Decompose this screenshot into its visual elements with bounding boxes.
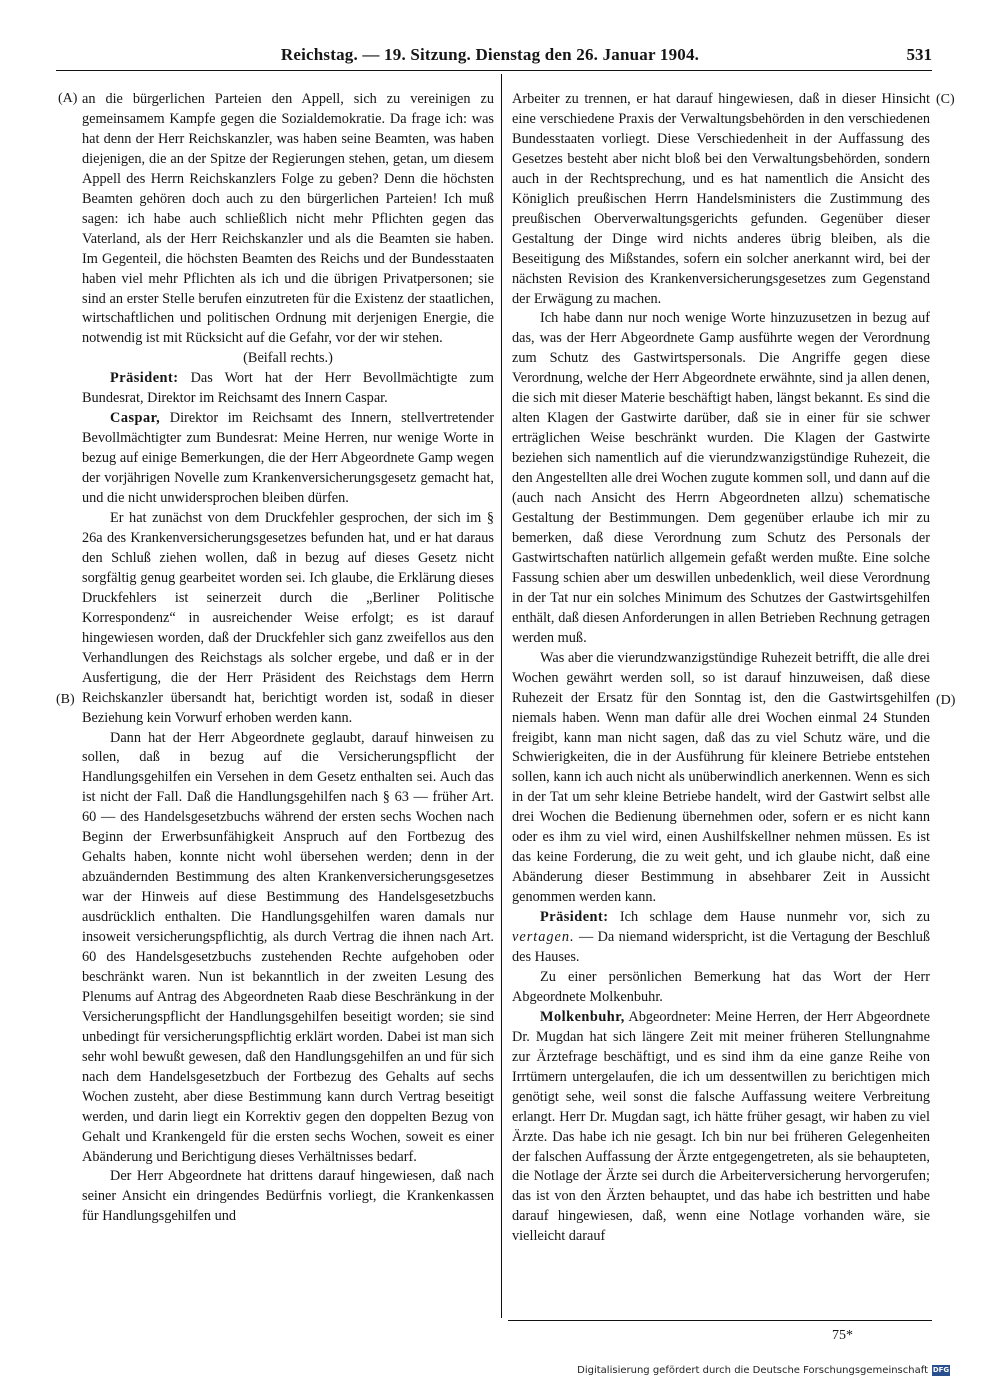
running-title: Reichstag. — 19. Sitzung. Dienstag den 26. Januar 1904. [280, 45, 700, 64]
margin-letter-c: (C) [936, 92, 955, 107]
paragraph: Arbeiter zu trennen, er hat darauf hingewiesen, daß in dieser Hinsicht eine verschiedene Praxis der Verwaltungsbehörden in den verschiedenen Bundesstaaten vorliegt. Diese Verschiedenheit in der Auffassung des Gesetzes besteht aber nicht bloß bei den Verwaltungsbehörden, sondern auch in der Rechtsprechung, und es hat namentlich die Ansicht des Königlich preußischen Herrn Handelsministers die Zustimmung des preußischen Oberverwaltungsgerichts gefunden. Gegenüber dieser Gestaltung der Dinge wird nichts anderes übrig bleiben, als die Beseitigung des Mißstandes, sofern ein solcher anerkannt wird, bei der nächsten Revision des Krankenversicherungsgesetzes zum Gegenstand der Erwägung zu machen. [512, 91, 930, 307]
paragraph: Was aber die vierundzwanzigstündige Ruhezeit betrifft, die alle drei Wochen gewährt werden soll, so ist darauf hinzuweisen, daß diese Ruhezeit der Ersatz für den Sonntag ist, den die Gastwirtsgehilfen niemals haben. Wenn man dafür alle drei Wochen einmal 24 Stunden freigibt, kann man nicht sagen, daß das zu viel Schutz wäre, und die Schwierigkeiten, die in der Ausführung für kleinere Betriebe entstehen sollen, kann ich auch nicht als unüberwindlich anerkennen. Wenn es sich in der Tat um sehr kleine Betriebe handelt, wird der Gastwirt selbst alle drei Wochen die Bedienung übernehmen oder, sofern er es nicht kann oder es ihm zu viel wird, einen Aushilfskellner nehmen müssen. Es ist das keine Forderung, die zu weit geht, und ich glaube nicht, daß eine Abänderung dieser Bestimmung in absehbarer Zeit in Aussicht genommen werden kann. [512, 649, 930, 906]
page-number: 531 [906, 45, 932, 64]
margin-letter-a: (A) [58, 91, 78, 106]
emphasis-vertagen: vertagen. [512, 929, 575, 946]
paragraph: Ich habe dann nur noch wenige Worte hinzuzusetzen in bezug auf das, was der Herr Abgeordnete Gamp ausführte wegen der Verordnung zum Schutz des Gastwirtspersonals. Die Angriffe gegen diese Verordnung, welche der Herr Abgeordnete erwähnte, sind ja allen denen, die sich mit dieser Materie beschäftigt haben, längst bekannt. Es sind die alten Klagen der Gastwirte darüber, daß sie in einer für sie schwer erträglichen Weise beschränkt wurden. Die Klagen der Gastwirte beziehen sich namentlich auf die vierundzwanzigstündige Ruhezeit, die den Angestellten alle drei Wochen zugute kommen soll, und dann auf die (auch nach Ansicht des Herrn Abgeordneten allzu) schematische Gestaltung der Bestimmungen. Dem gegenüber erlaube ich mir zu bemerken, daß diese Verordnung zum Schutz des Personals der Gastwirtschaften natürlich allgemein gefaßt werden mußte. Eine solche Fassung schien aber um deswillen unbedenklich, weil diese Verordnung in der Tat nur ein solches Minimum des Schutzes der Gastwirtsgehilfen enthält, daß diesen Anforderungen in allen Betrieben Rechnung getragen werden muß. [512, 310, 930, 646]
paragraph: an die bürgerlichen Parteien den Appell, sich zu vereinigen zu gemeinsamem Kampfe gegen die Sozialdemokratie. Da frage ich: was hat denn der Herr Reichskanzler, was haben seine Beamten, was haben diejenigen, die an der Spitze der Regierungen stehen, getan, um diesem Appell des Herrn Reichskanzlers Folge zu geben? Denn die höchsten Beamten gehören doch auch zu den bürgerlichen Parteien! Ich muß sagen: ich habe auch schließlich nicht mehr Pflichten gegen das Vaterland, als der Herr Reichskanzler und als die Beamten sie haben. Im Gegenteil, die höchsten Beamten des Reichs und der Bundesstaaten haben viel mehr Pflichten als ich und die übrigen Privatpersonen; sie sind an erster Stelle berufen einzutreten für die Existenz der staatlichen, wirtschaftlichen und politischen Ordnung mit derjenigen Energie, die notwendig ist mit Rücksicht auf die Gefahr, vor der wir stehen. [82, 91, 494, 347]
paragraph: Der Herr Abgeordnete hat drittens darauf hingewiesen, daß nach seiner Ansicht ein dringendes Bedürfnis vorliegt, die Krankenkassen für Handlungsgehilfen und [82, 1168, 494, 1225]
speaker-name: Caspar, [110, 410, 161, 427]
speaker-name: Präsident: [540, 909, 609, 926]
header-rule [56, 70, 932, 71]
right-column [512, 90, 930, 1247]
page-header [0, 45, 1000, 69]
footer-rule [508, 1320, 932, 1321]
margin-letter-b: (B) [56, 692, 75, 707]
column-divider [501, 74, 502, 1318]
digitization-credit [577, 1365, 950, 1376]
left-column [82, 90, 494, 1227]
paragraph: Caspar, Direktor im Reichsamt des Innern, stellvertretender Bevollmächtigter zum Bundesrat: Meine Herren, nur wenige Worte in bezug auf einige Bemerkungen, die der Herr Abgeordnete Gamp wegen der vorjährigen Novelle zum Krankenversicherungsgesetz gemacht hat, und die nicht unwidersprochen bleiben dürfen. [82, 410, 494, 507]
speaker-name: Präsident: [110, 370, 179, 387]
paragraph: Präsident: Das Wort hat der Herr Bevollmächtigte zum Bundesrat, Direktor im Reichsamt des Innern Caspar. [82, 370, 494, 407]
dfg-logo-icon: DFG [932, 1366, 950, 1374]
credit-text: Digitalisierung gefördert durch die Deutsche Forschungsgemeinschaft [577, 1365, 928, 1376]
paragraph: Zu einer persönlichen Bemerkung hat das Wort der Herr Abgeordnete Molkenbuhr. [512, 968, 930, 1005]
applause-note: (Beifall rechts.) [243, 350, 333, 367]
paragraph: Präsident: Ich schlage dem Hause nunmehr vor, sich zu vertagen. — Da niemand widerspricht, ist die Vertagung der Beschluß des Hauses. [512, 909, 930, 965]
paragraph: Dann hat der Herr Abgeordnete geglaubt, darauf hinweisen zu sollen, daß in bezug auf die Versicherungspflicht der Handlungsgehilfen ein Versehen in dem Gesetz enthalten sei. Auch das ist nicht der Fall. Daß die Handlungsgehilfen nach § 63 — früher Art. 60 — des Handelsgesetzbuchs während der ersten sechs Wochen nach Beginn der Erwerbsunfähigkeit Anspruch auf den Fortbezug des Gehalts haben, konnte nicht wohl übersehen werden; denn in der abzuändernden Bestimmung des alten Krankenversicherungsgesetzes war der Hinweis auf diese Bestimmung des Handelsgesetzbuchs ausdrücklich enthalten. Die Handlungsgehilfen waren damals nur insoweit versicherungspflichtig, als durch Vertrag die ihnen nach Art. 60 des Handelsgesetzbuchs zustehenden Rechte aufgehoben oder beschränkt waren. Nun ist bekanntlich in der zweiten Lesung des Plenums auf Antrag des Abgeordneten Raab diese Beschränkung in der Versicherungspflicht der Handlungsgehilfen beseitigt worden; sie sind unbedingt für versicherungspflichtig erklärt worden. Dabei ist man sich sehr wohl bewußt gewesen, daß den Handlungsgehilfen an und für sich nach dem Handelsgesetzbuch der Fortbezug des Gehalts auf sechs Wochen zusteht, aber diese Bestimmung kann durch Vertrag beseitigt werden, und darin liegt ein Korrektiv gegen den doppelten Bezug von Gehalt und Krankengeld für die ersten sechs Wochen, soweit es einer Abänderung und Berichtigung dieses Verhältnisses bedarf. [82, 729, 494, 1165]
speaker-name: Molkenbuhr, [540, 1008, 625, 1025]
signature-mark: 75* [832, 1328, 853, 1343]
margin-letter-d: (D) [936, 693, 956, 708]
paragraph: Molkenbuhr, Abgeordneter: Meine Herren, der Herr Abgeordnete Dr. Mugdan hat sich längere Zeit mit meiner früheren Stellungnahme zur Ärztefrage beschäftigt, und es sind ihm da eine ganze Reihe von Irrtümern untergelaufen, die ich um dessentwillen zu berichtigen mich genötigt sehe, weil sonst die falsche Auffassung weitere Verbreitung erlangt. Herr Dr. Mugdan sagt, ich hätte früher gesagt, wir haben zu viel Ärzte. Das habe ich nie gesagt. Ich bin nur bei früheren Gelegenheiten der falschen Auffassung der Ärzte entgegengetreten, als sie behaupteten, die Notlage der Ärzte sei durch die Arbeiterversicherung hervorgerufen; das ist von den Ärzten behauptet, und das habe ich bestritten und habe darauf hingewiesen, daß, wenn eine Notlage vorhanden wäre, sie vielleicht darauf [512, 1008, 930, 1245]
paragraph: Er hat zunächst von dem Druckfehler gesprochen, der sich im § 26a des Krankenversicherungsgesetzes befunden hat, und er hat daraus den Schluß ziehen wollen, daß in bezug auf dieses Gesetz nicht sorgfältig genug gearbeitet worden sei. Ich glaube, die Erklärung dieses Druckfehlers ist seinerzeit durch die „Berliner Politische Korrespondenz“ in ausreichender Weise erfolgt; es ist darauf hingewiesen worden, daß der Druckfehler sich ganz zweifellos aus den Verhandlungen des Reichstags als solcher ergebe, und daß er in der Ausfertigung, die der Herr Präsident des Reichstags dem Herrn Reichskanzler übersandt hat, berichtigt worden ist, sodaß in dieser Beziehung kein Vorwurf erhoben werden kann. [82, 510, 494, 726]
